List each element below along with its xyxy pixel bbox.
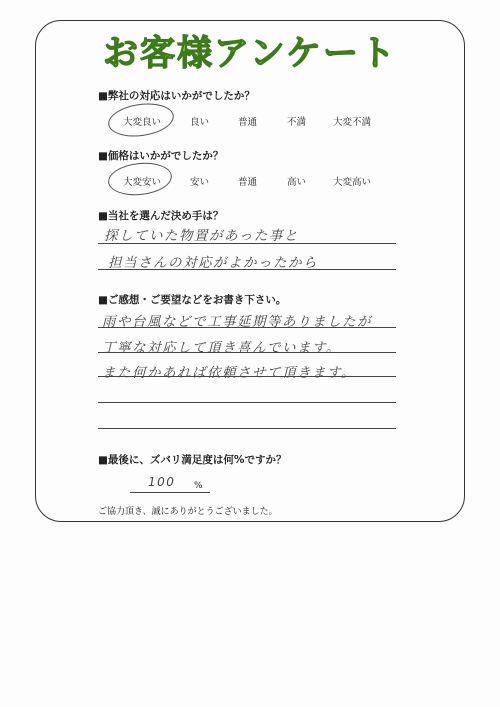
thank-you-note: ご協力頂き、誠にありがとうございました。 xyxy=(98,507,278,517)
survey-title: お客様アンケート xyxy=(103,34,397,74)
option-service-normal: 普通 xyxy=(238,117,258,128)
comment-line-2 xyxy=(98,352,396,353)
option-price-cheap: 安い xyxy=(190,177,210,188)
comment-line-4 xyxy=(98,402,396,403)
option-price-very-expensive: 大変高い xyxy=(333,177,372,188)
percent-unit: % xyxy=(194,481,203,491)
option-service-good: 良い xyxy=(190,117,210,128)
reason-line-2 xyxy=(98,269,396,270)
comment-answer-line-3: また何かあれば依頼させて頂きます。 xyxy=(102,365,356,381)
question-service: ■弊社の対応はいかがでしたか？ xyxy=(98,90,255,102)
option-service-very-good: 大変良い xyxy=(123,117,162,128)
satisfaction-answer: 100 xyxy=(148,475,176,489)
comment-answer-line-1: 雨や台風などで工事延期等ありましたが xyxy=(102,314,372,330)
option-price-very-cheap: 大変安い xyxy=(123,177,162,188)
comment-line-5 xyxy=(98,428,396,429)
option-price-normal: 普通 xyxy=(238,177,258,188)
comment-line-3 xyxy=(98,376,396,377)
satisfaction-line xyxy=(130,492,210,493)
reason-line-1 xyxy=(98,243,396,244)
question-reason: ■当社を選んだ決め手は？ xyxy=(98,210,224,222)
reason-answer-line-2: 担当さんの対応がよかったから xyxy=(108,255,318,271)
reason-answer-line-1: 探していた物置があった事と xyxy=(104,228,299,244)
question-comments: ■ご感想・ご要望などをお書き下さい。 xyxy=(98,294,287,306)
option-service-dissatisfied: 不満 xyxy=(287,117,307,128)
option-price-expensive: 高い xyxy=(287,177,307,188)
question-price: ■価格はいかがでしたか？ xyxy=(98,150,224,162)
option-service-very-dissatisfied: 大変不満 xyxy=(333,117,372,128)
comment-answer-line-2: 丁寧な対応して頂き喜んでいます。 xyxy=(102,340,341,356)
comment-line-1 xyxy=(98,327,396,328)
question-satisfaction: ■最後に、ズバリ満足度は何%ですか？ xyxy=(98,454,287,466)
